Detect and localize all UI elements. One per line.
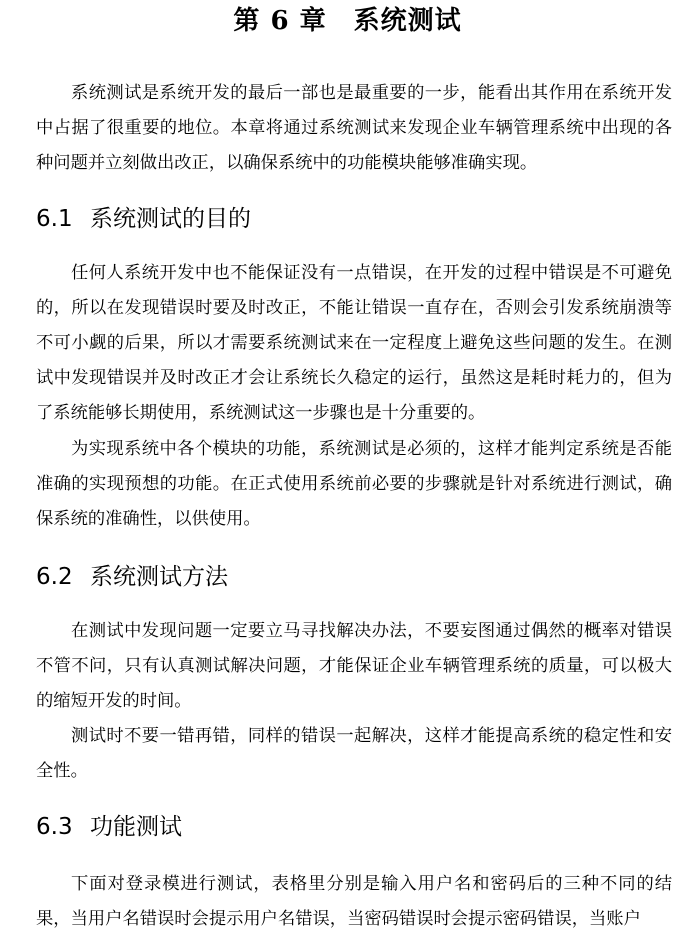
section-6-1-paragraph-2: 为实现系统中各个模块的功能，系统测试是必须的，这样才能判定系统是否能准确的实现预想的功能。在正式使用系统前必要的步骤就是针对系统进行测试，确保系统的准确性，以供使用。: [36, 439, 672, 529]
section-title: 功能测试: [90, 814, 182, 840]
section-heading-6-1: [36, 202, 251, 236]
intro-paragraph: 系统测试是系统开发的最后一部也是最重要的一步，能看出其作用在系统开发中占据了很重要的地位。本章将通过系统测试来发现企业车辆管理系统中出现的各种问题并立刻做出改正，以确保系统中的功能模块能够准确实现。: [36, 83, 672, 173]
section-6-2-paragraph-1: 在测试中发现问题一定要立马寻找解决办法，不要妄图通过偶然的概率对错误不管不问，只有认真测试解决问题，才能保证企业车辆管理系统的质量，可以极大的缩短开发的时间。: [36, 621, 672, 711]
section-title: 系统测试的目的: [90, 206, 251, 232]
section-heading-6-3: [36, 810, 182, 844]
section-6-1-paragraph-1: 任何人系统开发中也不能保证没有一点错误，在开发的过程中错误是不可避免的，所以在发现错误时要及时改正，不能让错误一直存在，否则会引发系统崩溃等不可小觑的后果，所以才需要系统测试来在一定程度上避免这些问题的发生。在测试中发现错误并及时改正才会让系统长久稳定的运行，虽然这是耗时耗力的，但为了系统能够长期使用，系统测试这一步骤也是十分重要的。: [36, 263, 672, 423]
section-number: 6.3: [36, 814, 73, 840]
section-6-2-paragraph-2: 测试时不要一错再错，同样的错误一起解决，这样才能提高系统的稳定性和安全性。: [36, 726, 672, 781]
section-title: 系统测试方法: [90, 564, 228, 590]
chapter-title: 第 6 章 系统测试: [233, 6, 462, 36]
section-number: 6.2: [36, 564, 73, 590]
section-6-3-paragraph-1: 下面对登录模进行测试，表格里分别是输入用户名和密码后的三种不同的结果，当用户名错误时会提示用户名错误，当密码错误时会提示密码错误，当账户: [36, 874, 672, 929]
section-number: 6.1: [36, 206, 73, 232]
section-heading-6-2: [36, 560, 228, 594]
